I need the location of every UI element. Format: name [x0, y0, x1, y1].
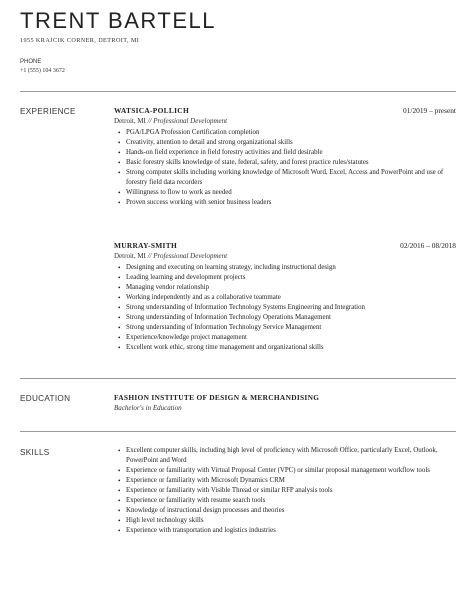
experience-section — [114, 106, 456, 208]
list-item: • Strong computer skills including working knowledge of Microsoft Word, Excel, Access and PowerPoint and use of forestry field data recorders — [126, 168, 456, 188]
experience-section-2 — [114, 241, 456, 353]
candidate-name: TRENT BARTELL — [20, 8, 216, 33]
list-item: • Creativity, attention to detail and strong organizational skills — [126, 138, 456, 148]
list-item: • Managing vendor relationship — [126, 283, 456, 293]
skills-list — [114, 446, 456, 536]
list-item: • Experience/knowledge project management — [126, 333, 456, 343]
job-subtitle — [114, 117, 456, 127]
list-item: • Experience with transportation and logistics industries — [126, 526, 456, 536]
list-item: • Excellent work ethic, strong time management and organizational skills — [126, 343, 456, 353]
job-subtitle — [114, 252, 456, 262]
list-item: • Working independently and as a collaborative teammate — [126, 293, 456, 303]
list-item: • Basic forestry skills knowledge of state, federal, safety, and forest practice rules/statutes — [126, 158, 456, 168]
job-entry — [114, 106, 456, 208]
job-role: Professional Development — [153, 117, 228, 125]
skills-heading: SKILLS — [20, 448, 50, 457]
job-separator: // — [147, 117, 152, 125]
divider-skills — [20, 431, 456, 432]
list-item: • Experience or familiarity with Virtual Proposal Center (VPC) or similar proposal management workflow tools — [126, 466, 456, 476]
employer-name: WATSICA-POLLICH — [114, 106, 189, 115]
candidate-address: 1955 KRAJCIK CORNER, DETROIT, MI — [20, 37, 140, 44]
list-item: • Leading learning and development projects — [126, 273, 456, 283]
job-dates: 01/2019 – present — [403, 106, 456, 115]
list-item: • Knowledge of instructional design processes and theories — [126, 506, 456, 516]
school-name: FASHION INSTITUTE OF DESIGN & MERCHANDISING — [114, 393, 320, 402]
list-item: • PGA/LPGA Profession Certification completion — [126, 128, 456, 138]
job-entry — [114, 241, 456, 353]
list-item: • High level technology skills — [126, 516, 456, 526]
experience-heading: EXPERIENCE — [20, 107, 76, 116]
education-heading: EDUCATION — [20, 394, 71, 403]
list-item: • Experience or familiarity with resume search tools — [126, 496, 456, 506]
list-item: • Designing and executing on learning strategy, including instructional design — [126, 263, 456, 273]
list-item: • Strong understanding of Information Technology Operations Management — [126, 313, 456, 323]
list-item: • Strong understanding of Information Technology Service Management — [126, 323, 456, 333]
job-location: Detroit, MI — [114, 252, 146, 260]
list-item: • Proven success working with senior business leaders — [126, 198, 456, 208]
list-item: • Strong understanding of Information Technology Systems Engineering and Integration — [126, 303, 456, 313]
job-role: Professional Development — [153, 252, 228, 260]
list-item: • Willingness to flow to work as needed — [126, 188, 456, 198]
job-bullets — [114, 263, 456, 353]
phone-label: PHONE — [20, 59, 42, 65]
job-dates: 02/2016 – 08/2018 — [400, 241, 456, 250]
phone-number: +1 (555) 104 3672 — [20, 68, 65, 74]
employer-name: MURRAY-SMITH — [114, 241, 178, 250]
list-item: • Experience or familiarity with Microsoft Dynamics CRM — [126, 476, 456, 486]
job-location: Detroit, MI — [114, 117, 146, 125]
education-section — [114, 393, 456, 412]
divider-education — [20, 378, 456, 379]
divider-experience — [20, 91, 456, 92]
list-item: • Hands-on field experience in field forestry activities and field desirable — [126, 148, 456, 158]
list-item: • Excellent computer skills, including high level of proficiency with Microsoft Office, particularly Excel, Outlook, PowerPoint and Word — [126, 446, 456, 466]
job-separator: // — [147, 252, 152, 260]
skills-section — [114, 446, 456, 536]
job-bullets — [114, 128, 456, 208]
list-item: • Experience or familiarity with Visible Thread or similar RFP analysis tools — [126, 486, 456, 496]
degree: Bachelor's in Education — [114, 404, 182, 412]
